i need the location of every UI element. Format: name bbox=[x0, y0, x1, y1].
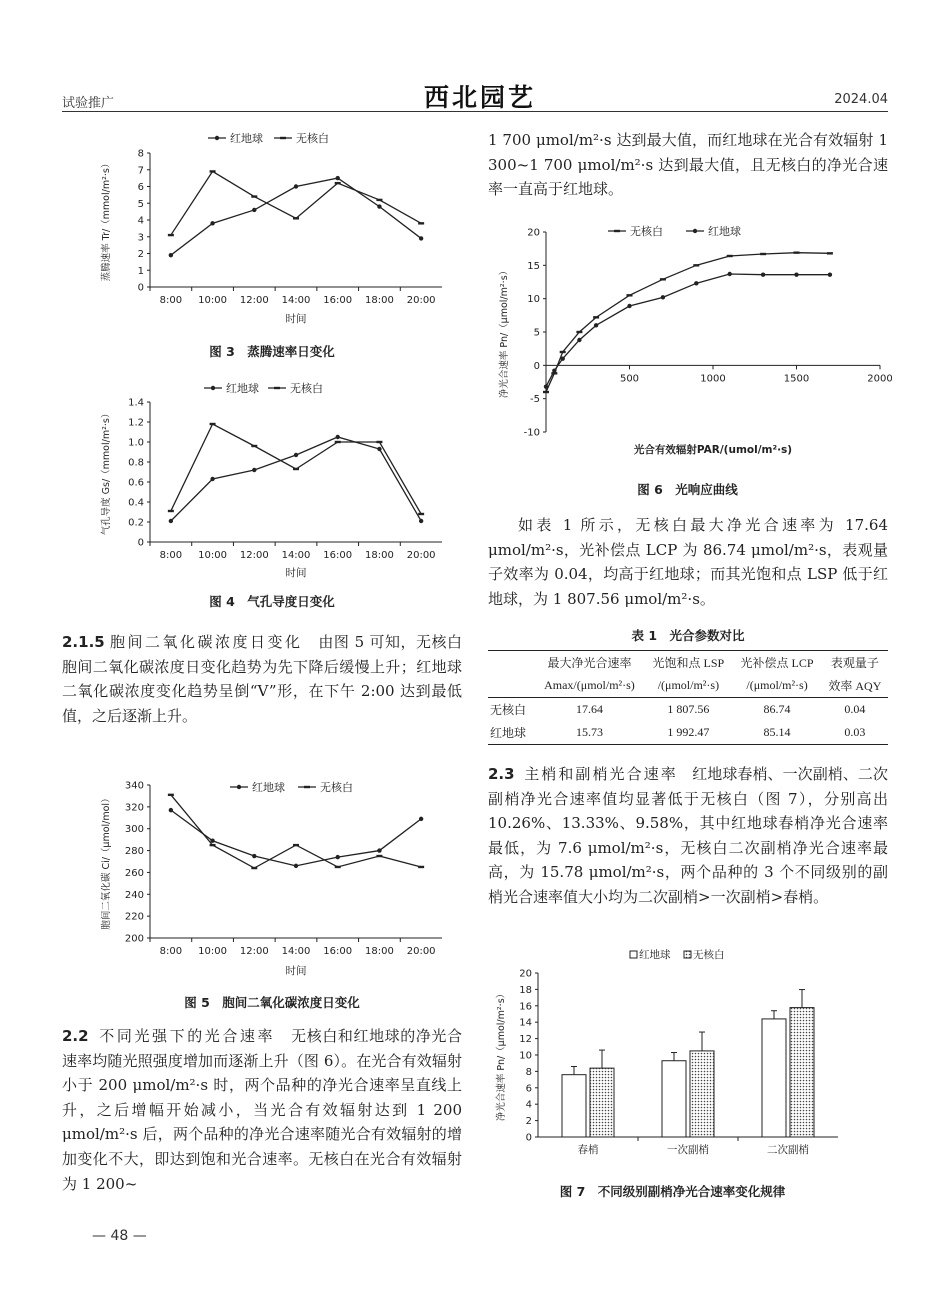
table1-header-cell: /(μmol/m²·s) bbox=[657, 678, 720, 692]
y-axis-label: 气孔导度 Gs/（mmol/m²·s） bbox=[101, 408, 112, 536]
x-tick-label: 2000 bbox=[867, 373, 893, 385]
x-tick-label: 1000 bbox=[700, 373, 726, 385]
table-row bbox=[488, 698, 888, 722]
x-tick-label: 10:00 bbox=[198, 550, 227, 561]
table-cell: 86.74 bbox=[763, 702, 791, 716]
y-tick-label: 240 bbox=[124, 889, 144, 901]
y-tick-label: 0 bbox=[137, 282, 144, 294]
fig3-chart bbox=[92, 122, 452, 334]
section-number: 2.2 bbox=[62, 1027, 89, 1045]
fig6-caption: 图 6 光响应曲线 bbox=[637, 482, 738, 497]
y-tick-label: 320 bbox=[124, 802, 144, 814]
x-tick-label: 18:00 bbox=[365, 946, 394, 957]
table1-header-cell: 光补偿点 LCP bbox=[740, 656, 814, 670]
y-tick-label: 300 bbox=[124, 824, 144, 836]
x-tick-label: 16:00 bbox=[323, 295, 353, 306]
y-tick-label: 7 bbox=[137, 165, 144, 177]
data-point bbox=[577, 338, 581, 342]
data-point bbox=[694, 281, 698, 285]
x-tick-label: 12:00 bbox=[239, 295, 269, 306]
data-point bbox=[294, 864, 298, 868]
fig4-legend bbox=[204, 381, 323, 395]
series-line-1 bbox=[171, 171, 421, 235]
data-point bbox=[661, 295, 665, 299]
bar-s1 bbox=[590, 1068, 614, 1137]
y-tick-label: 2 bbox=[137, 249, 144, 260]
x-tick-label: 500 bbox=[619, 373, 640, 385]
data-point bbox=[828, 272, 832, 276]
table-cell: 0.04 bbox=[844, 702, 866, 716]
fig3-legend-s0: 红地球 bbox=[230, 132, 263, 145]
y-tick-label: 10 bbox=[527, 294, 540, 306]
fig7-legend bbox=[630, 948, 725, 961]
data-point bbox=[169, 253, 173, 257]
y-tick-label: 20 bbox=[527, 227, 540, 239]
paragraph-text: 如表 1 所示，无核白最大净光合速率为 17.64 μmol/m²·s，光补偿点 LCP 为 86.74 μmol/m²·s，表观量子效率为 0.04，均高于红地球；而其光饱和点 LSP 低于红地球，为 1 807.56 μmol/m²·s。 bbox=[488, 516, 888, 608]
table1-header-cell bbox=[488, 651, 534, 675]
table1 bbox=[488, 650, 888, 745]
y-axis-label: 净光合速率 Pn/（μmol/m²·s） bbox=[499, 265, 510, 399]
y-tick-label: 0 bbox=[137, 537, 144, 549]
fig4-caption: 图 4 气孔导度日变化 bbox=[209, 594, 335, 609]
table1-header-cell: /(μmol/m²·s) bbox=[746, 678, 808, 692]
y-tick-label: 15 bbox=[527, 260, 540, 272]
fig5-chart bbox=[92, 768, 452, 988]
y-tick-label: 0 bbox=[533, 360, 540, 372]
x-tick-label: 14:00 bbox=[281, 946, 311, 957]
y-tick-label: 12 bbox=[519, 1034, 532, 1046]
data-point bbox=[594, 323, 598, 327]
section-2-1-5 bbox=[62, 630, 462, 728]
data-point bbox=[544, 384, 548, 388]
data-point bbox=[377, 848, 381, 852]
journal-logo: 西北园艺 bbox=[424, 83, 537, 112]
data-point bbox=[377, 447, 381, 451]
paragraph-text: 红地球春梢、一次副梢、二次副梢净光合速率值均显著低于无核白（图 7），分别高出 10.26%、13.33%、9.58%，其中红地球春梢净光合速率最低，为 7.6 μmol/m²·s，无核白二次副梢净光合速率最高，为 15.78 μmol/m²·s，两个品种的 3 个不同级别的副梢光合速率值大小均为二次副梢>一次副梢>春梢。 bbox=[488, 765, 888, 906]
section-title: 胞间二氧化碳浓度日变化 bbox=[110, 633, 303, 651]
table1-header-cell: Amax/(μmol/m²·s) bbox=[544, 678, 635, 692]
y-tick-label: 200 bbox=[124, 933, 144, 945]
data-point bbox=[210, 477, 214, 481]
y-tick-label: 0.8 bbox=[128, 457, 144, 469]
data-point bbox=[169, 519, 173, 523]
fig7-legend-s1: 无核白 bbox=[693, 949, 725, 961]
data-point bbox=[169, 808, 173, 812]
y-tick-label: 8 bbox=[137, 148, 144, 160]
right-paragraph-table-intro bbox=[488, 513, 888, 611]
data-point bbox=[252, 854, 256, 858]
x-tick-label: 春梢 bbox=[577, 1144, 599, 1156]
y-tick-label: 4 bbox=[137, 215, 144, 227]
y-tick-label: 1.4 bbox=[128, 397, 144, 409]
x-tick-label: 14:00 bbox=[281, 295, 311, 306]
y-tick-label: 5 bbox=[533, 327, 540, 339]
y-tick-label: -10 bbox=[523, 427, 540, 439]
y-tick-label: 4 bbox=[525, 1099, 532, 1111]
x-tick-label: 18:00 bbox=[365, 550, 394, 561]
data-point bbox=[252, 208, 256, 212]
fig4-chart bbox=[92, 374, 452, 586]
fig4-plot bbox=[100, 398, 442, 580]
data-point bbox=[210, 221, 214, 225]
data-point bbox=[561, 356, 565, 360]
table-cell: 无核白 bbox=[490, 703, 527, 717]
y-tick-label: 18 bbox=[519, 984, 532, 996]
series-line-0 bbox=[546, 253, 830, 392]
table-cell: 85.14 bbox=[763, 725, 791, 739]
data-point bbox=[728, 272, 732, 276]
x-tick-label: 16:00 bbox=[323, 550, 353, 561]
table1-header-cell: 最大净光合速率 bbox=[547, 656, 632, 670]
x-tick-label: 14:00 bbox=[281, 550, 311, 561]
header-rule bbox=[62, 111, 888, 112]
data-point bbox=[336, 435, 340, 439]
fig7-legend-s0: 红地球 bbox=[639, 949, 671, 961]
paragraph-text: 1 700 μmol/m²·s 达到最大值，而红地球在光合有效辐射 1 300~1 700 μmol/m²·s 达到最大值，且无核白的净光合速率一直高于红地球。 bbox=[488, 131, 888, 199]
x-tick-label: 8:00 bbox=[159, 295, 183, 306]
y-tick-label: -5 bbox=[530, 394, 540, 406]
fig6-legend-s1: 红地球 bbox=[708, 225, 741, 238]
fig3-caption: 图 3 蒸腾速率日变化 bbox=[209, 344, 335, 359]
table-cell: 17.64 bbox=[575, 702, 603, 716]
fig6-plot bbox=[498, 228, 893, 457]
x-tick-label: 12:00 bbox=[239, 550, 269, 561]
y-tick-label: 8 bbox=[525, 1066, 532, 1078]
data-point bbox=[336, 176, 340, 180]
y-tick-label: 280 bbox=[124, 846, 144, 858]
x-tick-label: 18:00 bbox=[365, 295, 394, 306]
bar-s0 bbox=[562, 1075, 586, 1137]
fig7-caption: 图 7 不同级别副梢净光合速率变化规律 bbox=[559, 1184, 786, 1199]
x-tick-label: 12:00 bbox=[239, 946, 269, 957]
fig5-plot bbox=[100, 781, 442, 978]
y-tick-label: 1 bbox=[137, 265, 144, 277]
fig3-plot bbox=[100, 149, 442, 326]
data-point bbox=[294, 184, 298, 188]
x-axis-label: 光合有效辐射PAR/(umol/m²·s) bbox=[633, 444, 793, 456]
fig5-caption: 图 5 胞间二氧化碳浓度日变化 bbox=[184, 995, 360, 1010]
x-tick-label: 一次副梢 bbox=[667, 1144, 709, 1156]
data-point bbox=[419, 236, 423, 240]
x-axis-label: 时间 bbox=[285, 965, 307, 977]
section-2-2 bbox=[62, 1024, 462, 1196]
y-tick-label: 16 bbox=[519, 1001, 532, 1013]
fig3-legend-s1: 无核白 bbox=[296, 132, 329, 145]
y-tick-label: 0.6 bbox=[128, 477, 144, 489]
fig5-legend-s1: 无核白 bbox=[320, 781, 353, 794]
paragraph-text: 由图 5 可知，无核白胞间二氧化碳浓度日变化趋势为先下降后缓慢上升；红地球二氧化碳浓度变化趋势呈倒“V”形，在下午 2:00 达到最低值，之后逐渐上升。 bbox=[62, 633, 462, 725]
y-tick-label: 220 bbox=[124, 911, 144, 923]
y-tick-label: 20 bbox=[519, 968, 532, 980]
series-line-0 bbox=[171, 178, 421, 255]
fig7-chart bbox=[490, 944, 855, 1170]
y-tick-label: 260 bbox=[124, 867, 144, 879]
series-line-1 bbox=[546, 274, 830, 387]
table-cell: 红地球 bbox=[490, 726, 527, 740]
x-tick-label: 10:00 bbox=[198, 295, 227, 306]
section-number: 2.3 bbox=[488, 765, 515, 783]
x-tick-label: 10:00 bbox=[198, 946, 227, 957]
y-tick-label: 340 bbox=[124, 780, 144, 792]
y-axis-label: 蒸腾速率 Tr/（mmol/m²·s） bbox=[101, 158, 112, 282]
y-tick-label: 6 bbox=[525, 1083, 532, 1095]
x-tick-label: 二次副梢 bbox=[767, 1144, 809, 1156]
table1-header-cell: 表观量子 bbox=[830, 656, 879, 670]
data-point bbox=[294, 453, 298, 457]
data-point bbox=[761, 272, 765, 276]
x-axis-label: 时间 bbox=[285, 567, 307, 579]
x-axis-label: 时间 bbox=[285, 313, 307, 325]
issue-date: 2024.04 bbox=[834, 92, 888, 107]
bar-s1 bbox=[690, 1051, 714, 1137]
right-continuation bbox=[488, 128, 888, 202]
data-point bbox=[419, 519, 423, 523]
section-number: 2.1.5 bbox=[62, 633, 105, 651]
x-tick-label: 8:00 bbox=[159, 946, 183, 957]
bar-s0 bbox=[762, 1019, 786, 1137]
bar-s0 bbox=[662, 1061, 686, 1137]
fig6-chart bbox=[490, 216, 893, 466]
table-cell: 1 807.56 bbox=[667, 702, 710, 716]
running-header-section: 试验推广 bbox=[62, 96, 115, 111]
y-tick-label: 5 bbox=[137, 198, 144, 210]
fig7-plot bbox=[495, 969, 838, 1157]
table-cell: 15.73 bbox=[575, 725, 603, 739]
bar-s1 bbox=[790, 1008, 814, 1137]
x-tick-label: 16:00 bbox=[323, 946, 353, 957]
y-tick-label: 0 bbox=[525, 1132, 532, 1144]
y-tick-label: 3 bbox=[137, 232, 144, 244]
series-line-1 bbox=[171, 795, 421, 868]
fig5-legend bbox=[230, 780, 353, 794]
paragraph-text: 无核白和红地球的净光合速率均随光照强度增加而逐渐上升（图 6）。在光合有效辐射小于 200 μmol/m²·s 时，两个品种的净光合速率呈直线上升，之后增幅开始减小，当光合有效辐射达到 1 200 μmol/m²·s 后，两个品种的净光合速率随光合有效辐射的增加变化不大，即达到饱和光合速率。无核白在光合有效辐射为 1 200~ bbox=[62, 1027, 462, 1193]
table-cell: 0.03 bbox=[844, 725, 866, 739]
table1-header-cell bbox=[488, 674, 534, 698]
table1-header-cell: 光饱和点 LSP bbox=[652, 656, 725, 670]
y-axis-label: 胞间二氧化碳 Ci/（μmol/mol） bbox=[101, 793, 112, 930]
fig6-legend-s0: 无核白 bbox=[630, 225, 663, 238]
y-tick-label: 2 bbox=[525, 1116, 532, 1128]
fig6-legend bbox=[608, 224, 741, 238]
y-axis-label: 净光合速率 Pn/（μmol/m²·s） bbox=[496, 988, 507, 1122]
table-row bbox=[488, 721, 888, 745]
fig5-legend-s0: 红地球 bbox=[252, 781, 285, 794]
y-tick-label: 0.4 bbox=[128, 497, 144, 509]
section-title: 主梢和副梢光合速率 bbox=[524, 765, 678, 783]
x-tick-label: 20:00 bbox=[406, 295, 436, 306]
fig3-legend bbox=[208, 131, 329, 145]
table1-caption: 表 1 光合参数对比 bbox=[631, 628, 745, 643]
fig4-legend-s1: 无核白 bbox=[290, 382, 323, 395]
y-tick-label: 6 bbox=[137, 182, 144, 193]
x-tick-label: 8:00 bbox=[159, 550, 183, 561]
y-tick-label: 1.0 bbox=[128, 437, 144, 449]
y-tick-label: 1.2 bbox=[128, 417, 144, 429]
data-point bbox=[552, 368, 556, 372]
data-point bbox=[336, 855, 340, 859]
data-point bbox=[377, 204, 381, 208]
data-point bbox=[627, 304, 631, 308]
table1-header-cell: 效率 AQY bbox=[828, 679, 882, 693]
table-cell: 1 992.47 bbox=[667, 725, 710, 739]
page-number: — 48 — bbox=[92, 1228, 147, 1244]
data-point bbox=[794, 272, 798, 276]
y-tick-label: 0.2 bbox=[128, 517, 144, 529]
section-2-3 bbox=[488, 762, 888, 910]
fig4-legend-s0: 红地球 bbox=[226, 382, 259, 395]
x-tick-label: 20:00 bbox=[406, 550, 436, 561]
data-point bbox=[252, 468, 256, 472]
x-tick-label: 20:00 bbox=[406, 946, 436, 957]
data-point bbox=[419, 817, 423, 821]
x-tick-label: 1500 bbox=[783, 373, 810, 385]
y-tick-label: 14 bbox=[519, 1017, 532, 1029]
section-title: 不同光强下的光合速率 bbox=[99, 1027, 276, 1045]
y-tick-label: 10 bbox=[519, 1050, 532, 1062]
